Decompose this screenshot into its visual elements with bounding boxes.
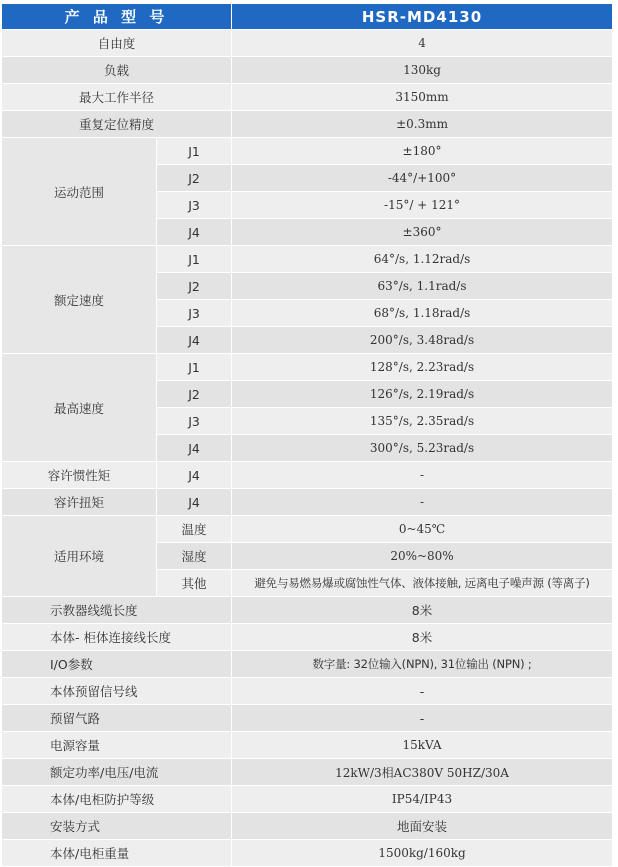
mounting-value: 地面安装: [232, 813, 613, 840]
table-row: [2, 813, 613, 840]
max-speed-value: 300°/s, 5.23rad/s: [232, 435, 613, 462]
teach-cable-label: 示教器线缆长度: [2, 597, 232, 624]
io-value: 数字量: 32位输入(NPN), 31位输出 (NPN) ;: [232, 651, 613, 678]
table-row: [2, 30, 613, 57]
weight-label: 本体/电柜重量: [2, 840, 232, 867]
rated-power-label: 额定功率/电压/电流: [2, 759, 232, 786]
rated-speed-label: 额定速度: [2, 246, 157, 354]
payload-label: 负载: [2, 57, 232, 84]
signal-line-label: 本体预留信号线: [2, 678, 232, 705]
table-row: [2, 624, 613, 651]
table-row: [2, 597, 613, 624]
axis-label: J2: [157, 381, 232, 408]
teach-cable-value: 8米: [232, 597, 613, 624]
air-path-label: 预留气路: [2, 705, 232, 732]
weight-value: 1500kg/160kg: [232, 840, 613, 867]
table-row: [2, 786, 613, 813]
body-cable-label: 本体- 柜体连接线长度: [2, 624, 232, 651]
reach-value: 3150mm: [232, 84, 613, 111]
air-path-value: -: [232, 705, 613, 732]
max-speed-value: 135°/s, 2.35rad/s: [232, 408, 613, 435]
axis-label: J3: [157, 408, 232, 435]
inertia-label: 容许惯性矩: [2, 462, 157, 489]
table-row: [2, 246, 613, 273]
signal-line-value: -: [232, 678, 613, 705]
table-row: [2, 840, 613, 867]
table-row: [2, 732, 613, 759]
model-value: HSR-MD4130: [232, 4, 613, 30]
io-label: I/O参数: [2, 651, 232, 678]
motion-range-value: -44°/+100°: [232, 165, 613, 192]
rated-speed-value: 64°/s, 1.12rad/s: [232, 246, 613, 273]
table-row: [2, 138, 613, 165]
max-speed-value: 128°/s, 2.23rad/s: [232, 354, 613, 381]
mounting-label: 安装方式: [2, 813, 232, 840]
max-speed-label: 最高速度: [2, 354, 157, 462]
axis-label: J4: [157, 435, 232, 462]
rated-speed-value: 68°/s, 1.18rad/s: [232, 300, 613, 327]
environment-value: 0~45℃: [232, 516, 613, 543]
torque-label: 容许扭矩: [2, 489, 157, 516]
rated-speed-value: 200°/s, 3.48rad/s: [232, 327, 613, 354]
table-row: [2, 759, 613, 786]
protection-label: 本体/电柜防护等级: [2, 786, 232, 813]
dof-value: 4: [232, 30, 613, 57]
environment-value: 避免与易燃易爆或腐蚀性气体、液体接触, 远离电子噪声源 (等离子): [232, 570, 613, 597]
dof-label: 自由度: [2, 30, 232, 57]
model-label: 产 品 型 号: [2, 4, 232, 30]
power-capacity-value: 15kVA: [232, 732, 613, 759]
rated-power-value: 12kW/3相AC380V 50HZ/30A: [232, 759, 613, 786]
table-row: [2, 651, 613, 678]
reach-label: 最大工作半径: [2, 84, 232, 111]
axis-label: J3: [157, 192, 232, 219]
header-row: [2, 4, 613, 30]
protection-value: IP54/IP43: [232, 786, 613, 813]
motion-range-value: ±360°: [232, 219, 613, 246]
table-row: [2, 462, 613, 489]
table-row: [2, 111, 613, 138]
motion-range-label: 运动范围: [2, 138, 157, 246]
axis-label: J1: [157, 354, 232, 381]
table-row: [2, 57, 613, 84]
axis-label: J1: [157, 138, 232, 165]
repeatability-value: ±0.3mm: [232, 111, 613, 138]
axis-label: J4: [157, 489, 232, 516]
motion-range-value: -15°/ + 121°: [232, 192, 613, 219]
table-row: [2, 516, 613, 543]
env-item-label: 其他: [157, 570, 232, 597]
table-row: [2, 489, 613, 516]
axis-label: J4: [157, 219, 232, 246]
axis-label: J4: [157, 462, 232, 489]
env-item-label: 湿度: [157, 543, 232, 570]
environment-value: 20%~80%: [232, 543, 613, 570]
body-cable-value: 8米: [232, 624, 613, 651]
axis-label: J1: [157, 246, 232, 273]
table-row: [2, 84, 613, 111]
environment-label: 适用环境: [2, 516, 157, 597]
repeatability-label: 重复定位精度: [2, 111, 232, 138]
axis-label: J4: [157, 327, 232, 354]
table-row: [2, 678, 613, 705]
power-capacity-label: 电源容量: [2, 732, 232, 759]
env-item-label: 温度: [157, 516, 232, 543]
payload-value: 130kg: [232, 57, 613, 84]
table-row: [2, 705, 613, 732]
table-row: [2, 354, 613, 381]
spec-table: [2, 4, 613, 867]
axis-label: J3: [157, 300, 232, 327]
axis-label: J2: [157, 273, 232, 300]
axis-label: J2: [157, 165, 232, 192]
motion-range-value: ±180°: [232, 138, 613, 165]
rated-speed-value: 63°/s, 1.1rad/s: [232, 273, 613, 300]
inertia-value: -: [232, 462, 613, 489]
torque-value: -: [232, 489, 613, 516]
max-speed-value: 126°/s, 2.19rad/s: [232, 381, 613, 408]
